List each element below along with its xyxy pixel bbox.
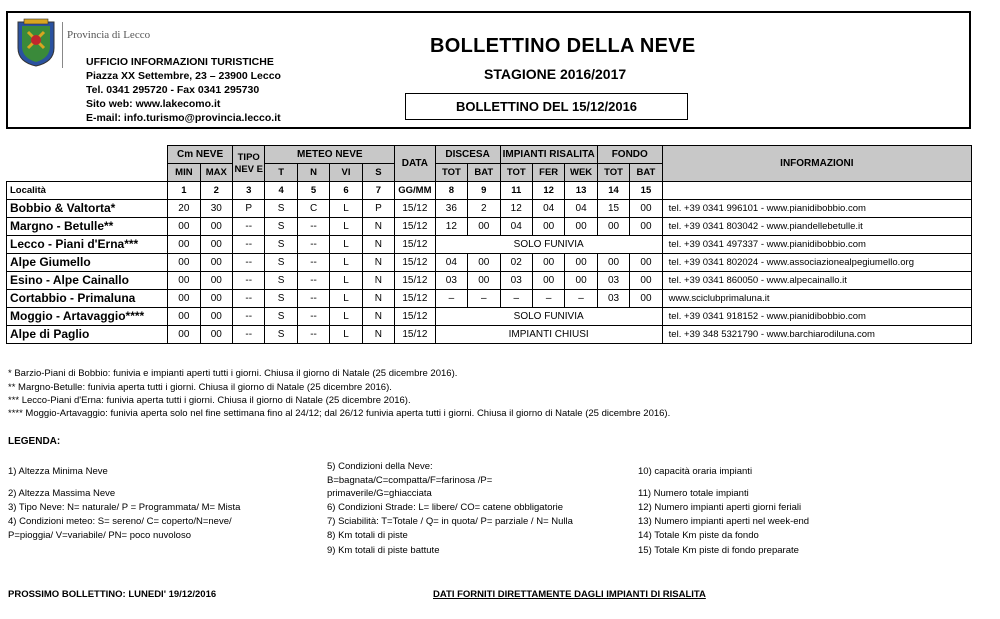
cell-meteo-vi: L [330, 200, 362, 218]
subheader-wek: WEK [565, 164, 597, 182]
footnote: ** Margno-Betulle: funivia aperta tutti i giorni. Chiusa il giorno di Natale (25 dicembre 2016). [8, 382, 392, 393]
cell-meteo-s: N [362, 272, 394, 290]
cell-discesa-tot: 04 [435, 254, 467, 272]
snow-report-table [6, 145, 972, 344]
legend-item: P=pioggia/ V=variabile/ PN= poco nuvoloso [8, 530, 191, 541]
cell-wek: 00 [565, 272, 597, 290]
cell-meteo-n: -- [297, 308, 329, 326]
cell-min: 20 [168, 200, 200, 218]
cell-min: 00 [168, 326, 200, 344]
column-number: 12 [532, 182, 564, 200]
cell-fer: 00 [532, 272, 564, 290]
cell-informazioni: tel. +39 0341 996101 - www.pianidibobbio.com [662, 200, 971, 218]
legend-item: 8) Km totali di piste [327, 530, 408, 541]
column-number: 11 [500, 182, 532, 200]
province-coat-of-arms-logo [14, 18, 58, 68]
cell-meteo-t: S [265, 200, 297, 218]
page-title: BOLLETTINO DELLA NEVE [430, 35, 696, 57]
cell-data: 15/12 [395, 236, 436, 254]
cell-data: 15/12 [395, 272, 436, 290]
column-number: 2 [200, 182, 232, 200]
subheader-min: MIN [168, 164, 200, 182]
footnote: *** Lecco-Piani d'Erna: funivia aperta tutti i giorni. Chiusa il giorno di Natale (25 dicembre 2016). [8, 395, 411, 406]
legend-item: 11) Numero totale impianti [638, 488, 749, 499]
localita-name: Esino - Alpe Cainallo [7, 272, 168, 290]
header-tipo-neve: TIPO NEV E [233, 146, 265, 182]
logo-divider [62, 22, 63, 68]
cell-discesa-tot: 12 [435, 218, 467, 236]
cell-meteo-t: S [265, 272, 297, 290]
header-data: DATA [395, 146, 436, 182]
cell-data: 15/12 [395, 308, 436, 326]
season-subtitle: STAGIONE 2016/2017 [484, 66, 627, 82]
table-row [7, 290, 972, 308]
cell-max: 00 [200, 218, 232, 236]
cell-meteo-s: N [362, 218, 394, 236]
cell-meteo-vi: L [330, 218, 362, 236]
column-number: 4 [265, 182, 297, 200]
cell-min: 00 [168, 218, 200, 236]
localita-name: Alpe Giumello [7, 254, 168, 272]
table-corner [7, 146, 168, 182]
cell-meteo-vi: L [330, 308, 362, 326]
cell-tipo-neve: -- [233, 218, 265, 236]
column-number: 7 [362, 182, 394, 200]
cell-informazioni: www.sciclubprimaluna.it [662, 290, 971, 308]
footnote: **** Moggio-Artavaggio: funivia aperta solo nel fine settimana fino al 24/12; dal 26/12 funivia aperta tutti i giorni. Chiusa il giorno di Natale (25 dicembre 2016). [8, 408, 671, 419]
legend-item: 6) Condizioni Strade: L= libere/ CO= catene obbligatorie [327, 502, 564, 513]
cell-discesa-bat: – [468, 290, 500, 308]
cell-meteo-n: -- [297, 254, 329, 272]
cell-meteo-n: -- [297, 236, 329, 254]
cell-fondo-tot: 15 [597, 200, 629, 218]
legend-title: LEGENDA: [8, 436, 61, 447]
cell-max: 00 [200, 290, 232, 308]
cell-informazioni: tel. +39 0341 802024 - www.associazionealpegiumello.org [662, 254, 971, 272]
office-phone: Tel. 0341 295720 - Fax 0341 295730 [86, 84, 260, 96]
cell-meteo-t: S [265, 218, 297, 236]
cell-meteo-n: C [297, 200, 329, 218]
column-number: 5 [297, 182, 329, 200]
cell-status-merged: SOLO FUNIVIA [435, 236, 662, 254]
cell-meteo-t: S [265, 290, 297, 308]
subheader-max: MAX [200, 164, 232, 182]
cell-discesa-tot: – [435, 290, 467, 308]
column-number: 8 [435, 182, 467, 200]
column-number: 13 [565, 182, 597, 200]
cell-data: 15/12 [395, 326, 436, 344]
cell-meteo-s: N [362, 290, 394, 308]
cell-discesa-bat: 2 [468, 200, 500, 218]
data-source-note: DATI FORNITI DIRETTAMENTE DAGLI IMPIANTI DI RISALITA [433, 589, 706, 600]
cell-fondo-bat: 00 [630, 272, 662, 290]
info-number-empty [662, 182, 971, 200]
next-bulletin-date: PROSSIMO BOLLETTINO: LUNEDI' 19/12/2016 [8, 589, 217, 600]
subheader-s: S [362, 164, 394, 182]
legend-item: 5) Condizioni della Neve: [327, 461, 433, 472]
cell-max: 00 [200, 326, 232, 344]
cell-fondo-tot: 03 [597, 272, 629, 290]
legend-item: 4) Condizioni meteo: S= sereno/ C= coperto/N=neve/ [8, 516, 232, 527]
cell-discesa-bat: 00 [468, 218, 500, 236]
cell-fondo-bat: 00 [630, 218, 662, 236]
legend-item: 1) Altezza Minima Neve [8, 466, 108, 477]
table-row [7, 200, 972, 218]
cell-max: 00 [200, 308, 232, 326]
cell-meteo-s: N [362, 254, 394, 272]
office-website: Sito web: www.lakecomo.it [86, 98, 221, 110]
cell-min: 00 [168, 272, 200, 290]
cell-impianti-tot: 02 [500, 254, 532, 272]
cell-fer: 00 [532, 254, 564, 272]
cell-tipo-neve: P [233, 200, 265, 218]
cell-meteo-n: -- [297, 218, 329, 236]
cell-wek: – [565, 290, 597, 308]
cell-meteo-vi: L [330, 326, 362, 344]
legend-item: 10) capacità oraria impianti [638, 466, 753, 477]
legend-item: 12) Numero impianti aperti giorni feriali [638, 502, 802, 513]
column-number: GG/MM [395, 182, 436, 200]
column-number: 6 [330, 182, 362, 200]
cell-impianti-tot: 04 [500, 218, 532, 236]
column-number: 3 [233, 182, 265, 200]
localita-name: Moggio - Artavaggio**** [7, 308, 168, 326]
cell-meteo-s: N [362, 326, 394, 344]
cell-data: 15/12 [395, 218, 436, 236]
cell-max: 00 [200, 272, 232, 290]
cell-tipo-neve: -- [233, 236, 265, 254]
office-address: Piazza XX Settembre, 23 – 23900 Lecco [86, 70, 281, 82]
legend-item: 2) Altezza Massima Neve [8, 488, 116, 499]
cell-impianti-tot: 03 [500, 272, 532, 290]
cell-status-merged: SOLO FUNIVIA [435, 308, 662, 326]
cell-min: 00 [168, 236, 200, 254]
cell-discesa-bat: 00 [468, 254, 500, 272]
cell-wek: 04 [565, 200, 597, 218]
table-row [7, 272, 972, 290]
cell-fer: 00 [532, 218, 564, 236]
cell-impianti-tot: – [500, 290, 532, 308]
table-row [7, 326, 972, 344]
cell-discesa-bat: 00 [468, 272, 500, 290]
column-number: 9 [468, 182, 500, 200]
table-row [7, 218, 972, 236]
legend-item: 13) Numero impianti aperti nel week-end [638, 516, 810, 527]
header-cm-neve: Cm NEVE [168, 146, 233, 164]
column-number: 14 [597, 182, 629, 200]
cell-meteo-t: S [265, 236, 297, 254]
footnote: * Barzio-Piani di Bobbio: funivia e impianti aperti tutti i giorni. Chiusa il giorno di Natale (25 dicembre 2016). [8, 368, 458, 379]
cell-max: 00 [200, 254, 232, 272]
legend-item: B=bagnata/C=compatta/F=farinosa /P= [327, 475, 493, 486]
localita-name: Alpe di Paglio [7, 326, 168, 344]
cell-fondo-tot: 00 [597, 218, 629, 236]
legend-item: 3) Tipo Neve: N= naturale/ P = Programmata/ M= Mista [8, 502, 241, 513]
cell-fer: 04 [532, 200, 564, 218]
cell-informazioni: tel. +39 0341 497337 - www.pianidibobbio.com [662, 236, 971, 254]
cell-meteo-s: N [362, 308, 394, 326]
subheader-t: T [265, 164, 297, 182]
cell-fondo-bat: 00 [630, 200, 662, 218]
table-row [7, 308, 972, 326]
localita-name: Margno - Betulle** [7, 218, 168, 236]
table-row [7, 236, 972, 254]
subheader-fer: FER [532, 164, 564, 182]
table-body [7, 200, 972, 344]
cell-meteo-vi: L [330, 272, 362, 290]
cell-min: 00 [168, 254, 200, 272]
cell-meteo-s: N [362, 236, 394, 254]
cell-informazioni: tel. +39 0341 803042 - www.piandellebetulle.it [662, 218, 971, 236]
localita-name: Lecco - Piani d'Erna*** [7, 236, 168, 254]
cell-fondo-bat: 00 [630, 290, 662, 308]
subheader-n: N [297, 164, 329, 182]
cell-min: 00 [168, 308, 200, 326]
cell-informazioni: tel. +39 0341 860050 - www.alpecainallo.it [662, 272, 971, 290]
subheader-discesa-bat: BAT [468, 164, 500, 182]
localita-header: Località [7, 182, 168, 200]
header-informazioni: INFORMAZIONI [662, 146, 971, 182]
cell-informazioni: tel. +39 348 5321790 - www.barchiarodiluna.com [662, 326, 971, 344]
cell-fondo-tot: 03 [597, 290, 629, 308]
cell-discesa-tot: 36 [435, 200, 467, 218]
office-name: UFFICIO INFORMAZIONI TURISTICHE [86, 56, 274, 68]
cell-meteo-n: -- [297, 272, 329, 290]
cell-informazioni: tel. +39 0341 918152 - www.pianidibobbio.com [662, 308, 971, 326]
legend-item: 7) Sciabilità: T=Totale / Q= in quota/ P= parziale / N= Nulla [327, 516, 573, 527]
cell-wek: 00 [565, 254, 597, 272]
cell-tipo-neve: -- [233, 272, 265, 290]
header-fondo: FONDO [597, 146, 662, 164]
legend-item: 15) Totale Km piste di fondo preparate [638, 545, 799, 556]
cell-max: 30 [200, 200, 232, 218]
header-discesa: DISCESA [435, 146, 500, 164]
office-email: E-mail: info.turismo@provincia.lecco.it [86, 112, 281, 124]
column-number: 1 [168, 182, 200, 200]
cell-meteo-vi: L [330, 236, 362, 254]
subheader-impianti-tot: TOT [500, 164, 532, 182]
cell-meteo-t: S [265, 308, 297, 326]
bulletin-date-box [405, 93, 688, 120]
cell-meteo-t: S [265, 254, 297, 272]
legend-item: primaverile/G=ghiacciata [327, 488, 432, 499]
bulletin-date: BOLLETTINO DEL 15/12/2016 [455, 99, 638, 114]
cell-max: 00 [200, 236, 232, 254]
cell-min: 00 [168, 290, 200, 308]
cell-tipo-neve: -- [233, 326, 265, 344]
cell-impianti-tot: 12 [500, 200, 532, 218]
cell-meteo-vi: L [330, 290, 362, 308]
cell-data: 15/12 [395, 290, 436, 308]
cell-meteo-t: S [265, 326, 297, 344]
cell-data: 15/12 [395, 200, 436, 218]
cell-meteo-vi: L [330, 254, 362, 272]
cell-fondo-tot: 00 [597, 254, 629, 272]
cell-meteo-s: P [362, 200, 394, 218]
cell-tipo-neve: -- [233, 254, 265, 272]
subheader-vi: VI [330, 164, 362, 182]
cell-tipo-neve: -- [233, 290, 265, 308]
subheader-fondo-bat: BAT [630, 164, 662, 182]
legend-item: 9) Km totali di piste battute [327, 545, 440, 556]
cell-discesa-tot: 03 [435, 272, 467, 290]
cell-data: 15/12 [395, 254, 436, 272]
cell-tipo-neve: -- [233, 308, 265, 326]
cell-fer: – [532, 290, 564, 308]
column-number: 15 [630, 182, 662, 200]
subheader-discesa-tot: TOT [435, 164, 467, 182]
province-name: Provincia di Lecco [67, 29, 151, 41]
cell-meteo-n: -- [297, 290, 329, 308]
cell-fondo-bat: 00 [630, 254, 662, 272]
table-row [7, 254, 972, 272]
cell-meteo-n: -- [297, 326, 329, 344]
localita-name: Bobbio & Valtorta* [7, 200, 168, 218]
header-impianti: IMPIANTI RISALITA [500, 146, 597, 164]
subheader-fondo-tot: TOT [597, 164, 629, 182]
legend-item: 14) Totale Km piste da fondo [638, 530, 759, 541]
cell-wek: 00 [565, 218, 597, 236]
cell-status-merged: IMPIANTI CHIUSI [435, 326, 662, 344]
localita-name: Cortabbio - Primaluna [7, 290, 168, 308]
header-meteo-neve: METEO NEVE [265, 146, 395, 164]
